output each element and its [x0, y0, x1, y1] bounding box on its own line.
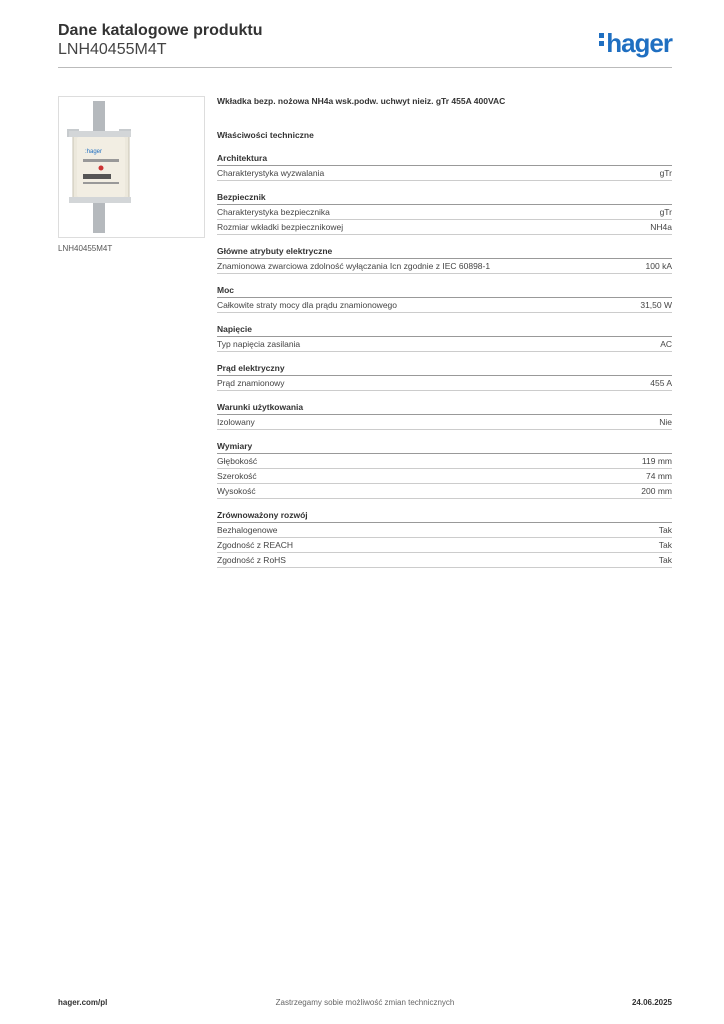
spec-row — [217, 298, 672, 313]
footer-notice: Zastrzegamy sobie możliwość zmian technicznych — [275, 998, 455, 1007]
section-title: Warunki użytkowania — [217, 402, 672, 415]
spec-row — [217, 538, 672, 553]
spec-section — [217, 246, 672, 274]
spec-value: gTr — [659, 207, 672, 217]
spec-section — [217, 363, 672, 391]
product-code: LNH40455M4T — [58, 41, 167, 58]
spec-row — [217, 376, 672, 391]
spec-value: Nie — [659, 417, 672, 427]
spec-value: Tak — [658, 555, 672, 565]
spec-value: 100 kA — [645, 261, 672, 271]
spec-value: NH4a — [650, 222, 672, 232]
spec-row — [217, 259, 672, 274]
image-caption: LNH40455M4T — [58, 244, 113, 253]
logo-text: hager — [606, 28, 672, 58]
section-title: Napięcie — [217, 324, 672, 337]
spec-row — [217, 469, 672, 484]
spec-section — [217, 324, 672, 352]
hager-logo — [599, 28, 672, 59]
spec-row — [217, 205, 672, 220]
footer-date: 24.06.2025 — [631, 998, 672, 1007]
spec-section — [217, 510, 672, 568]
spec-value: Tak — [658, 525, 672, 535]
section-title: Główne atrybuty elektryczne — [217, 246, 672, 259]
spec-row — [217, 454, 672, 469]
spec-value: 455 A — [650, 378, 672, 388]
spec-value: Tak — [658, 540, 672, 550]
footer-website: hager.com/pl — [58, 998, 108, 1007]
spec-row — [217, 484, 672, 499]
section-title: Zrównoważony rozwój — [217, 510, 672, 523]
spec-section — [217, 402, 672, 430]
spec-row — [217, 337, 672, 352]
spec-label: Całkowite straty mocy dla prądu znamionowego — [217, 300, 398, 310]
spec-section — [217, 285, 672, 313]
section-title: Architektura — [217, 153, 672, 166]
spec-row — [217, 220, 672, 235]
spec-label: Głębokość — [217, 456, 258, 466]
spec-label: Szerokość — [217, 471, 257, 481]
spec-content — [217, 96, 672, 579]
spec-label: Bezhalogenowe — [217, 525, 278, 535]
spec-label: Izolowany — [217, 417, 255, 427]
section-title: Prąd elektryczny — [217, 363, 672, 376]
spec-label: Znamionowa zwarciowa zdolność wyłączania Icn zgodnie z IEC 60898-1 — [217, 261, 491, 271]
spec-label: Rozmiar wkładki bezpiecznikowej — [217, 222, 344, 232]
section-title: Bezpiecznik — [217, 192, 672, 205]
technical-properties-heading: Właściwości techniczne — [217, 130, 314, 140]
section-title: Moc — [217, 285, 672, 298]
spec-label: Charakterystyka bezpiecznika — [217, 207, 330, 217]
spec-row — [217, 166, 672, 181]
spec-value: gTr — [659, 168, 672, 178]
svg-text::hager: :hager — [85, 149, 103, 155]
spec-label: Prąd znamionowy — [217, 378, 285, 388]
spec-label: Zgodność z REACH — [217, 540, 294, 550]
spec-value: 200 mm — [641, 486, 672, 496]
spec-row — [217, 415, 672, 430]
spec-sections — [217, 153, 672, 568]
spec-label: Charakterystyka wyzwalania — [217, 168, 325, 178]
spec-label: Wysokość — [217, 486, 256, 496]
spec-section — [217, 441, 672, 499]
spec-row — [217, 523, 672, 538]
fuse-illustration-icon — [59, 97, 204, 237]
spec-value: AC — [660, 339, 672, 349]
spec-value: 31,50 W — [640, 300, 672, 310]
spec-label: Zgodność z RoHS — [217, 555, 286, 565]
page-header — [58, 20, 672, 70]
header-divider — [58, 67, 672, 68]
page-title: Dane katalogowe produktu — [58, 22, 263, 39]
logo-dots-icon — [599, 30, 604, 49]
spec-row — [217, 553, 672, 568]
spec-value: 74 mm — [646, 471, 672, 481]
spec-value: 119 mm — [641, 456, 672, 466]
product-description: Wkładka bezp. nożowa NH4a wsk.podw. uchwyt nieiz. gTr 455A 400VAC — [217, 96, 506, 106]
spec-label: Typ napięcia zasilania — [217, 339, 301, 349]
spec-section — [217, 153, 672, 181]
section-title: Wymiary — [217, 441, 672, 454]
product-image — [58, 96, 205, 238]
spec-section — [217, 192, 672, 235]
